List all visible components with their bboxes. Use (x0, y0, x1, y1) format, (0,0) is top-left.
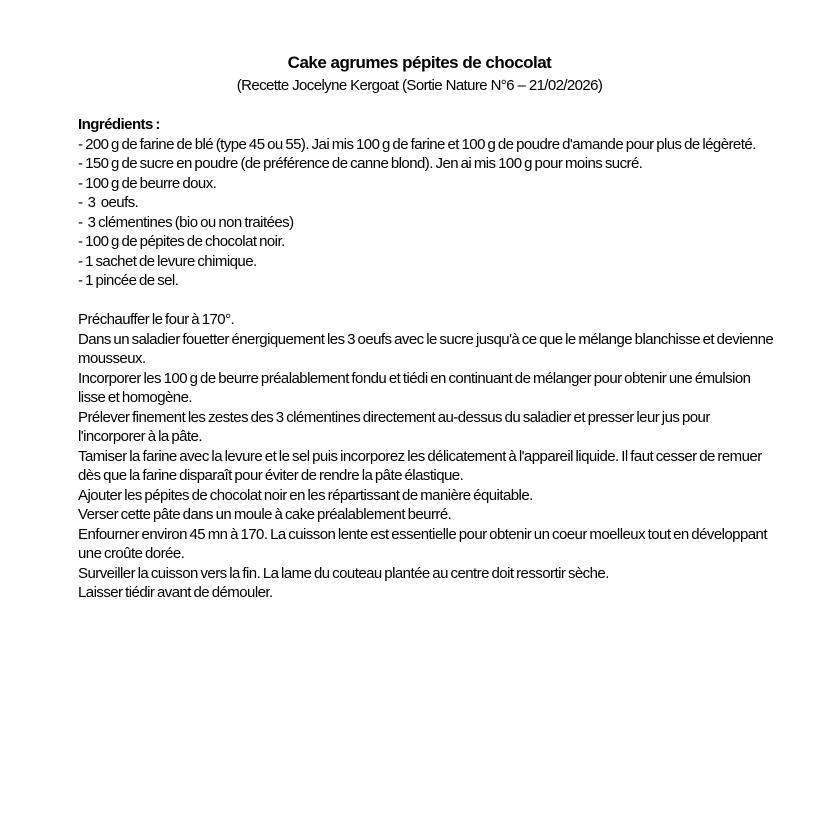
step-item: Surveiller la cuisson vers la fin. La lame du couteau plantée au centre doit ressortir sèche. (78, 564, 609, 582)
steps-list (78, 310, 778, 603)
ingredient-item: - 3 oeufs. (78, 194, 139, 211)
ingredients-list (78, 135, 778, 291)
step-item: Tamiser la farine avec la levure et le sel puis incorporez les délicatement à l'appareil liquide. Il faut cesser de remuer dès que la farine disparaît pour éviter de rendre la pâte élastique. (78, 447, 762, 484)
ingredient-item: - 100 g de beurre doux. (78, 174, 217, 192)
ingredient-item: - 200 g de farine de blé (type 45 ou 55). Jai mis 100 g de farine et 100 g de poudre d'amande pour plus de légèreté. (78, 135, 756, 153)
ingredient-item: - 3 clémentines (bio ou non traitées) (78, 213, 294, 231)
recipe-title: Cake agrumes pépites de chocolat (287, 53, 552, 72)
step-item: Dans un saladier fouetter énergiquement les 3 oeufs avec le sucre jusqu'à ce que le mélange blanchisse et devienne mousseux. (78, 330, 774, 367)
ingredient-item: - 1 sachet de levure chimique. (78, 252, 257, 270)
ingredient-item: - 100 g de pépites de chocolat noir. (78, 233, 285, 250)
step-item: Verser cette pâte dans un moule à cake préalablement beurré. (78, 506, 452, 523)
paragraph-spacer (78, 291, 778, 311)
step-item: Prélever finement les zestes des 3 clémentines directement au-dessus du saladier et presser leur jus pour l'incorporer à la pâte. (78, 408, 710, 445)
recipe-subtitle: (Recette Jocelyne Kergoat (Sortie Nature N°6 – 21/02/2026) (236, 77, 603, 94)
step-item: Laisser tiédir avant de démouler. (78, 584, 273, 601)
ingredient-item: - 150 g de sucre en poudre (de préférence de canne blond). Jen ai mis 100 g pour moins sucré. (78, 155, 643, 172)
step-item: Ajouter les pépites de chocolat noir en les répartissant de manière équitable. (78, 486, 533, 504)
step-item: Incorporer les 100 g de beurre préalablement fondu et tiédi en continuant de mélanger pour obtenir une émulsion lisse et homogène. (78, 369, 751, 406)
ingredients-heading: Ingrédients : (78, 116, 160, 133)
recipe-body (78, 115, 778, 603)
step-item: Préchauffer le four à 170°. (78, 311, 235, 328)
ingredient-item: - 1 pincée de sel. (78, 272, 179, 289)
step-item: Enfourner environ 45 mn à 170. La cuisson lente est essentielle pour obtenir un coeur moelleux tout en développant une croûte dorée. (78, 525, 767, 562)
